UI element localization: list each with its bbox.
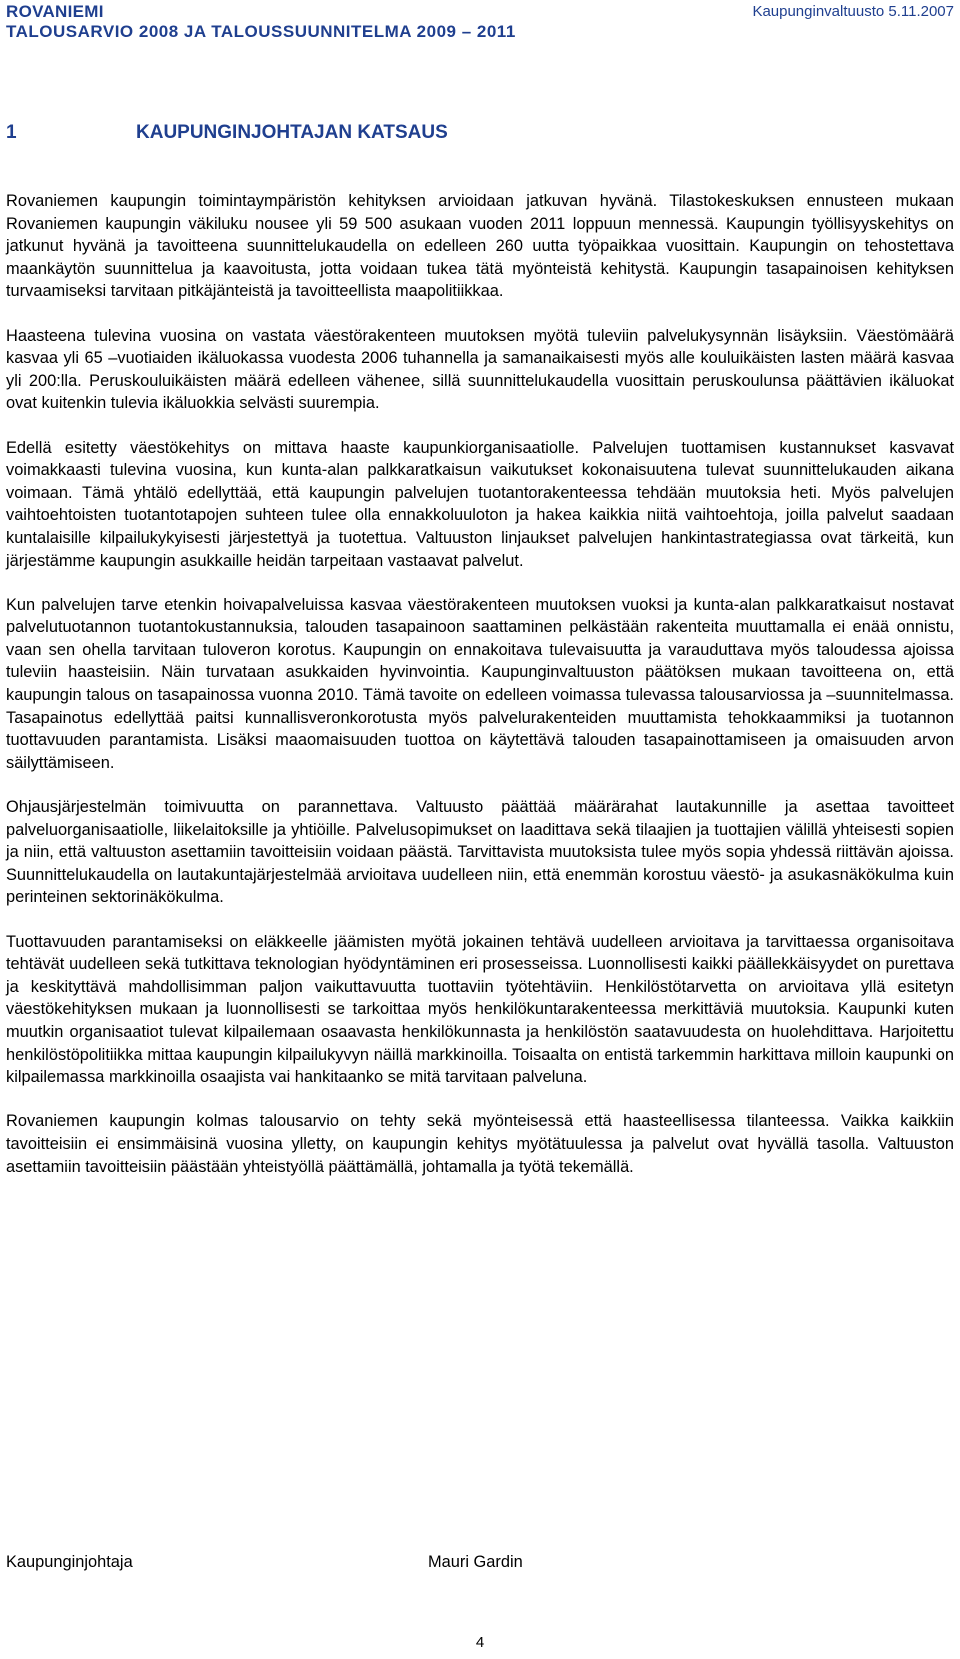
signature-name: Mauri Gardin [428, 1553, 523, 1571]
page-header [6, 2, 954, 46]
page-number: 4 [475, 1634, 485, 1651]
paragraph: Haasteena tulevina vuosina on vastata väestörakenteen muutoksen myötä tuleviin palvelukysynnän lisäyksiin. Väestömäärä kasvaa yli 65 –vuotiaiden ikäluokassa vuodesta 2006 tuhannella ja samanaikaisesti myös alle kouluikäisten lasten määrä kasvaa yli 200:lla. Peruskouluikäisten määrä edelleen vähenee, sillä suunnittelukaudella vuosittain peruskoulunsa päättävien ikäluokat ovat kuitenkin tulevia ikäluokkia selvästi suurempia. [6, 326, 954, 413]
chapter-number: 1 [6, 122, 17, 143]
paragraph: Edellä esitetty väestökehitys on mittava haaste kaupunkiorganisaatiolle. Palvelujen tuottamisen kustannukset kasvavat voimakkaasti tulevina vuosina, kun kunta-alan palkkaratkaisun vaikutukset kokonaisuutena tulevat suunnittelukauden aikana voimaan. Tämä yhtälö edellyttää, että kaupungin palvelujen tuotantorakenteessa tehdään muutoksia heti. Myös palvelujen vaihtoehtoisten tuotantotapojen suhteen tulee olla ennakkoluuloton ja hakea kaikkia niitä vaihtoehtoja, joilla palvelut saadaan kuntalaisille kilpailukykyisesti järjestettyä ja tuotettua. Valtuuston linjaukset palvelujen hankintastrategiassa ovat tärkeitä, kun järjestämme kaupungin asukkaille heidän tarpeitaan vastaavat palvelut. [6, 438, 954, 570]
chapter-heading [6, 121, 448, 145]
paragraph: Rovaniemen kaupungin kolmas talousarvio on tehty sekä myönteisessä että haasteellisessa tilanteessa. Vaikka kaikkiin tavoitteisiin ei ensimmäisinä vuosina ylletty, on kaupungin kehitys myötätuulessa ja palvelut ovat hyvällä tasolla. Valtuuston asettamiin tavoitteisiin päästään yhteistyöllä päättämällä, johtamalla ja työtä tekemällä. [6, 1112, 954, 1176]
meeting-date: Kaupunginvaltuusto 5.11.2007 [752, 3, 954, 20]
paragraph: Rovaniemen kaupungin toimintaympäristön kehityksen arvioidaan jatkuvan hyvänä. Tilastokeskuksen ennusteen mukaan Rovaniemen kaupungin väkiluku nousee yli 59 500 asukaan vuoden 2011 loppuun mennessä. Kaupungin työllisyyskehitys on jatkunut hyvänä ja tavoitteena suunnittelukaudella on edelleen 260 uutta työpaikkaa vuosittain. Kaupungin on tehostettava maankäytön suunnittelua ja kaavoitusta, jotta voidaan tukea tätä myönteistä kehitystä. Kaupungin tasapainoisen kehityksen turvaamiseksi tarvitaan pitkäjänteistä ja tavoitteellista maapolitiikkaa. [6, 192, 954, 301]
paragraph: Tuottavuuden parantamiseksi on eläkkeelle jäämisten myötä jokainen tehtävä uudelleen arvioitava ja tarvittaessa organisoitava tehtävät uudelleen sekä tutkittava teknologian hyödyntäminen eri prosesseissa. Luonnollisesti kaikki päällekkäisyydet on purettava ja keskityttävä mahdollisimman paljon vaikuttavuutta tuottaviin työtehtäviin. Henkilöstötarvetta on arvioitava yllä esitetyn väestökehityksen mukaan ja luonnollisesti se tarkoittaa myös henkilökuntarakenteessa merkittäviä muutoksia. Kaupunki kuten muutkin organisaatiot tulevat kilpailemaan osaavasta henkilökunnasta ja henkilöstön saatavuudesta on huolehdittava. Harjoitettu henkilöstöpolitiikka mittaa kaupungin kilpailukyvyn näillä markkinoilla. Toisaalta on entistä tarkemmin harkittava milloin kaupunki on kilpailemassa markkinoilla osaajista vai hankitaanko se mitä tarvitaan palveluna. [6, 932, 954, 1087]
document-body [6, 190, 954, 1200]
paragraph: Ohjausjärjestelmän toimivuutta on parannettava. Valtuusto päättää määrärahat lautakunnille ja asettaa tavoitteet palveluorganisaatiolle, liikelaitoksille ja yhtiöille. Palvelusopimukset on laadittava sekä tilaajien ja tuottajien välillä yhteisesti sopien ja niin, että valtuuston asettamiin tavoitteisiin voidaan päästä. Tarvittavista muutoksista tulee myös sopia yhdessä riittävän ajoissa. Suunnittelukaudella on lautakuntajärjestelmää arvioitava uudelleen niin, että enemmän korostuu väestö- ja asukasnäkökulma kuin perinteinen sektorinäkökulma. [6, 798, 954, 907]
paragraph: Kun palvelujen tarve etenkin hoivapalveluissa kasvaa väestörakenteen muutoksen vuoksi ja kunta-alan palkkaratkaisut nostavat palvelutuotannon tuotantokustannuksia, talouden tasapainoon saattaminen pelkästään rakenteita muuttamalla ei enää onnistu, vaan sen ohella tarvitaan tuloveron korotus. Kaupungin on ennakoitava tulevaisuutta ja varauduttava myös taloudessa ajoissa tuleviin haasteisiin. Näin turvataan asukkaiden hyvinvointia. Kaupunginvaltuuston päätöksen mukaan tavoitteena on, että kaupungin talous on tasapainossa vuonna 2010. Tämä tavoite on edelleen voimassa tulevassa talousarviossa ja –suunnitelmassa. Tasapainotus edellyttää paitsi kunnallisveronkorotusta myös palvelurakenteiden muuttamista tehokkaammiksi ja tuotannon tuottavuuden parantamista. Lisäksi maaomaisuuden tuottoa on käytettävä talouden tasapainottamiseen ja omaisuuden arvon säilyttämiseen. [6, 595, 954, 772]
chapter-title: KAUPUNGINJOHTAJAN KATSAUS [136, 122, 448, 143]
signature-role: Kaupunginjohtaja [6, 1553, 133, 1571]
organization-name: ROVANIEMI [6, 2, 104, 21]
document-title: TALOUSARVIO 2008 JA TALOUSSUUNNITELMA 2009 – 2011 [6, 22, 516, 41]
